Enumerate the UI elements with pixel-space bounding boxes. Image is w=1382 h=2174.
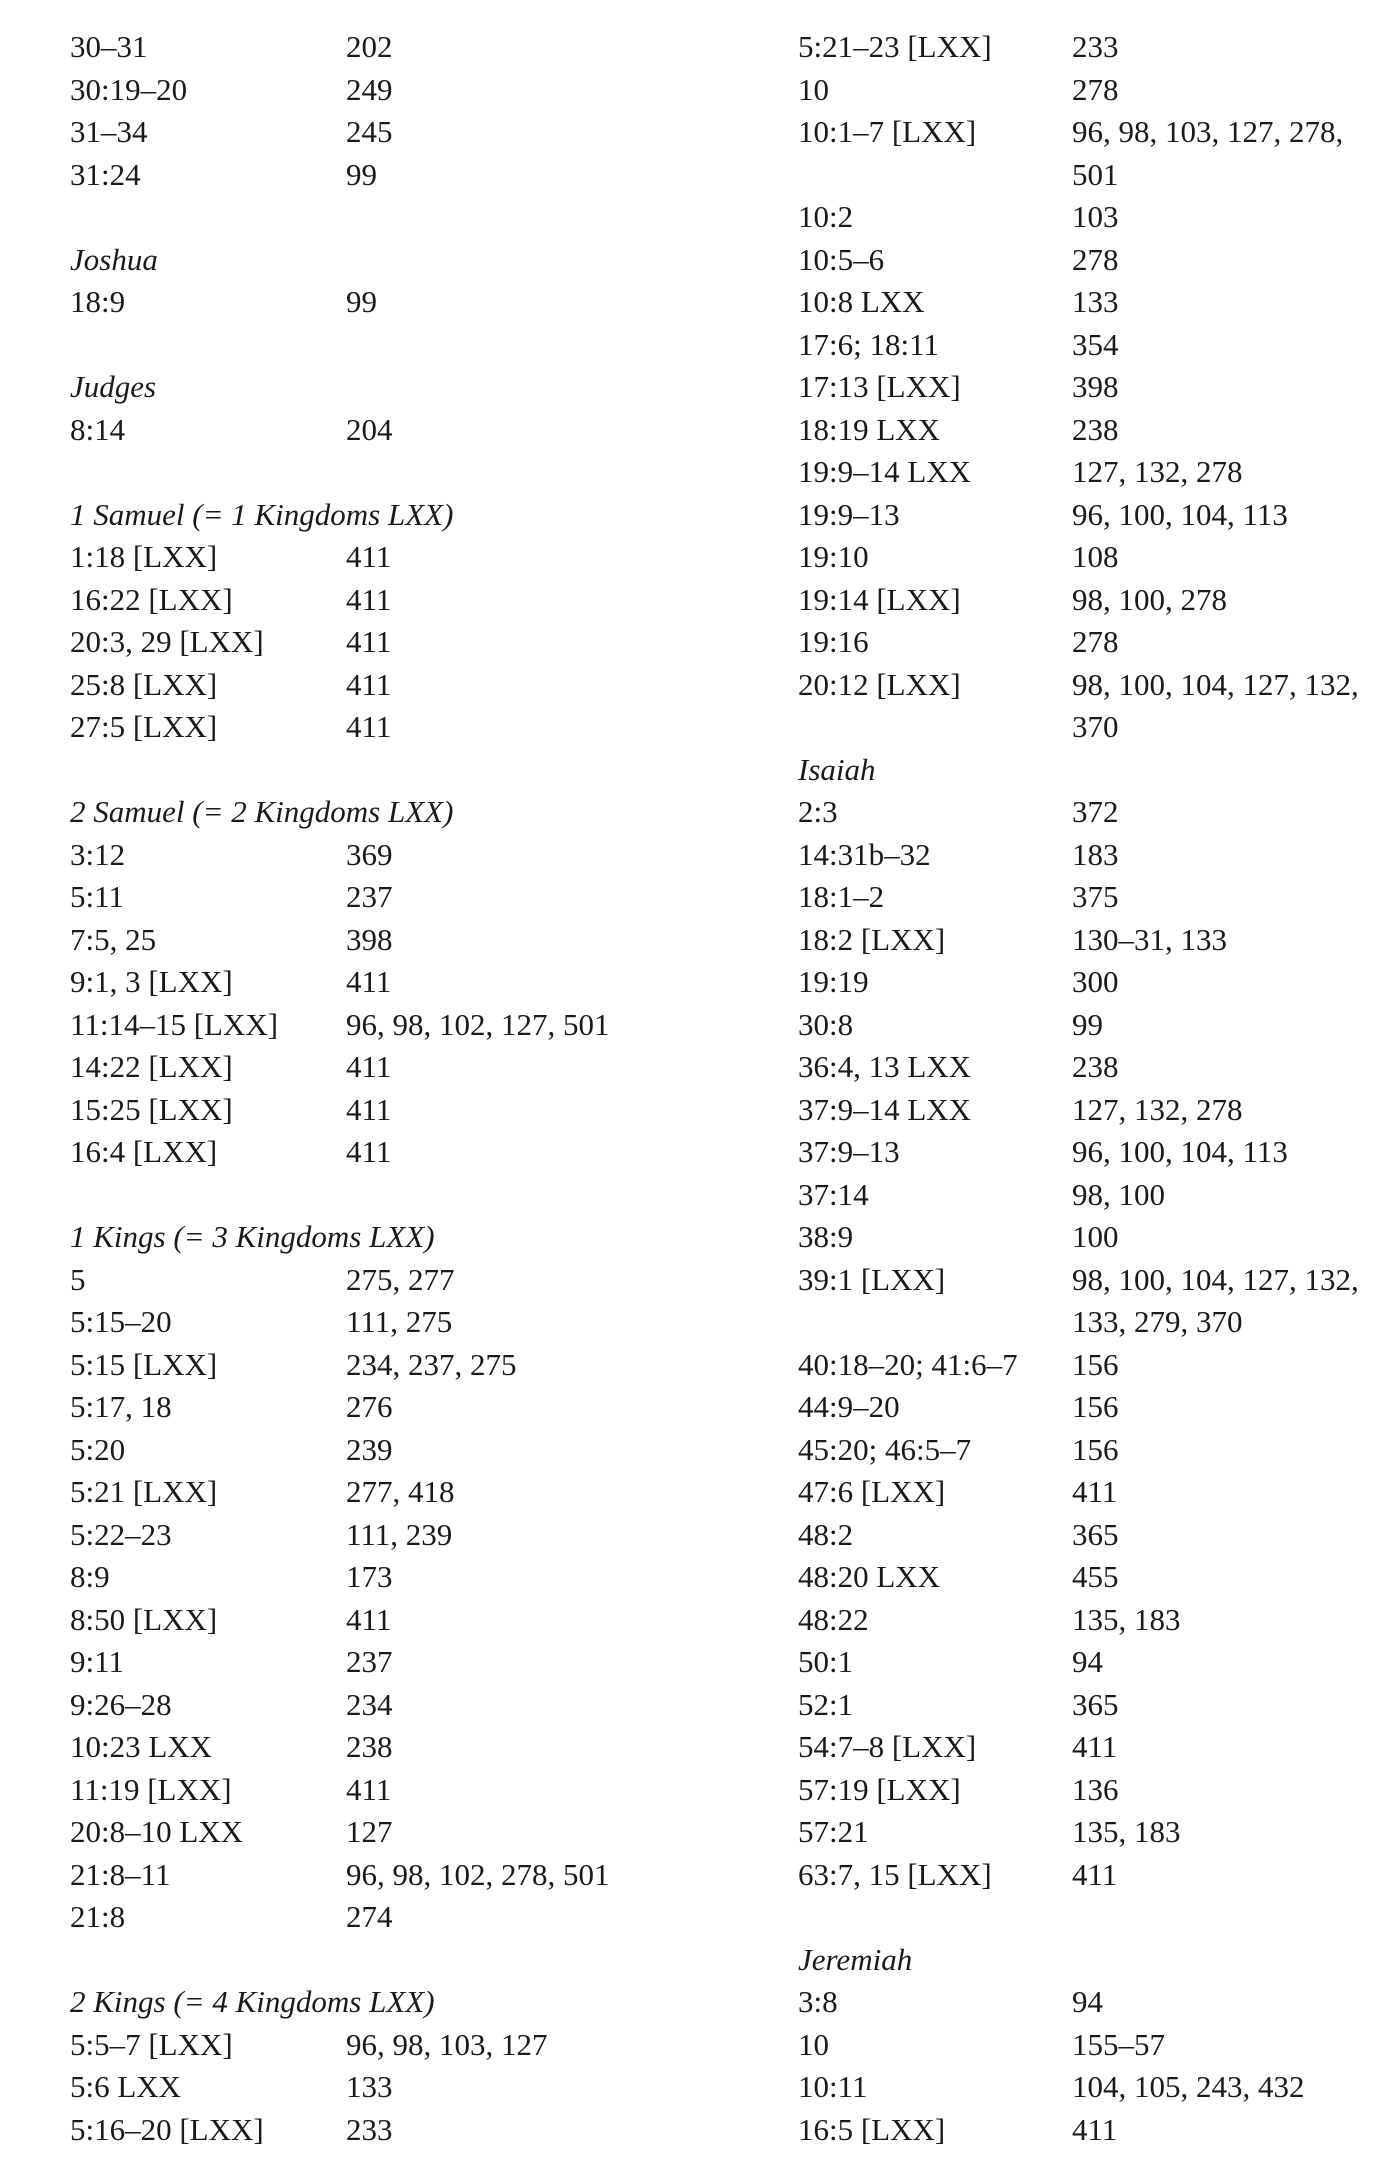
page-numbers: 278 [1072, 241, 1119, 277]
scripture-reference: 44:9–20 [798, 1389, 900, 1424]
page-numbers: 94 [1072, 1644, 1103, 1679]
index-entry [798, 621, 1382, 664]
index-entry [798, 1046, 1382, 1089]
index-entry [798, 1089, 1382, 1132]
index-entry [70, 69, 750, 112]
page-numbers: 365 [1072, 1686, 1119, 1722]
index-entry [70, 876, 750, 919]
page-numbers: 238 [1072, 411, 1119, 447]
page-numbers: 98, 100, 278 [1072, 581, 1227, 617]
index-entry [70, 1896, 750, 1939]
scripture-reference: 5:15–20 [70, 1304, 172, 1339]
index-entry [70, 1471, 750, 1514]
scripture-reference: 30–31 [70, 29, 148, 64]
section-heading-1-samuel-1-kingdoms-lxx: 1 Samuel (= 1 Kingdoms LXX) [70, 496, 454, 532]
index-entry [70, 919, 750, 962]
section-heading-1-kings-3-kingdoms-lxx: 1 Kings (= 3 Kingdoms LXX) [70, 1219, 435, 1254]
scripture-reference: 16:4 [LXX] [70, 1134, 218, 1169]
scripture-reference: 17:6; 18:11 [798, 326, 939, 362]
section-spacer [798, 1896, 1382, 1939]
page-numbers: 133 [346, 2069, 393, 2104]
scripture-reference: 10:23 LXX [70, 1729, 213, 1764]
page-numbers: 104, 105, 243, 432 [1072, 2069, 1305, 2104]
index-entry [798, 706, 1382, 749]
index-entry [798, 961, 1382, 1004]
index-entry [70, 1046, 750, 1089]
scripture-reference: 39:1 [LXX] [798, 1261, 946, 1297]
scripture-reference: 20:12 [LXX] [798, 666, 961, 702]
section-heading-isaiah: Isaiah [798, 751, 876, 787]
page-numbers: 202 [346, 29, 393, 64]
page-numbers: 365 [1072, 1516, 1119, 1552]
index-entry [798, 834, 1382, 877]
index-entry [798, 281, 1382, 324]
index-entry [798, 366, 1382, 409]
scripture-reference: 18:19 LXX [798, 411, 941, 447]
scripture-reference: 10:1–7 [LXX] [798, 114, 977, 149]
page-numbers: 96, 98, 102, 278, 501 [346, 1856, 610, 1892]
index-entry [798, 239, 1382, 282]
page-numbers: 96, 98, 103, 127 [346, 2026, 548, 2062]
index-entry [70, 1684, 750, 1727]
scripture-reference: 17:13 [LXX] [798, 369, 961, 404]
scripture-reference: 3:8 [798, 1984, 838, 2019]
page-numbers: 96, 100, 104, 113 [1072, 1134, 1288, 1169]
scripture-reference: 5:11 [70, 879, 124, 914]
page-numbers: 411 [346, 1771, 392, 1807]
page-numbers: 237 [346, 1644, 393, 1679]
page-numbers: 155–57 [1072, 2026, 1165, 2062]
scripture-reference: 57:21 [798, 1814, 869, 1849]
scripture-reference: 8:14 [70, 411, 126, 447]
index-entry [798, 1556, 1382, 1599]
page-numbers: 278 [1072, 624, 1119, 659]
page-numbers: 234, 237, 275 [346, 1346, 517, 1382]
scripture-reference: 5:6 LXX [70, 2069, 182, 2104]
scripture-reference: 10 [798, 2026, 829, 2062]
index-entry [70, 706, 750, 749]
page-numbers: 127, 132, 278 [1072, 454, 1243, 489]
index-entry [70, 1004, 750, 1047]
index-entry [798, 1641, 1382, 1684]
scripture-reference: 40:18–20; 41:6–7 [798, 1346, 1018, 1382]
scripture-reference: 14:31b–32 [798, 836, 931, 872]
index-entry [798, 1726, 1382, 1769]
page-numbers: 99 [346, 284, 377, 319]
page-numbers: 204 [346, 411, 393, 447]
page-numbers: 156 [1072, 1389, 1119, 1424]
page-numbers: 94 [1072, 1984, 1103, 2019]
index-entry [70, 1259, 750, 1302]
index-entry [70, 111, 750, 154]
scripture-reference: 5:16–20 [LXX] [70, 2111, 264, 2147]
page-numbers: 411 [346, 581, 392, 617]
scripture-reference: 16:22 [LXX] [70, 581, 233, 617]
page-numbers: 127, 132, 278 [1072, 1091, 1243, 1127]
section-heading-2-samuel-2-kingdoms-lxx: 2 Samuel (= 2 Kingdoms LXX) [70, 794, 454, 829]
index-entry [798, 1471, 1382, 1514]
page-numbers: 99 [1072, 1006, 1103, 1042]
index-entry [70, 1769, 750, 1812]
scripture-reference: 19:9–14 LXX [798, 454, 972, 489]
page-numbers: 274 [346, 1899, 393, 1934]
index-entry [798, 1386, 1382, 1429]
section-heading-joshua: Joshua [70, 241, 158, 277]
page-numbers: 233 [346, 2111, 393, 2147]
page-numbers: 411 [346, 539, 392, 574]
index-entry [798, 1599, 1382, 1642]
index-entry [798, 1131, 1382, 1174]
page-numbers: 111, 275 [346, 1304, 453, 1339]
index-entry [798, 579, 1382, 622]
page-numbers: 96, 98, 102, 127, 501 [346, 1006, 610, 1042]
section-spacer [70, 451, 750, 494]
index-entry [798, 1216, 1382, 1259]
scripture-reference: 5:20 [70, 1431, 126, 1467]
page-numbers: 372 [1072, 794, 1119, 829]
index-entry [70, 1556, 750, 1599]
index-entry [70, 579, 750, 622]
page-numbers: 233 [1072, 29, 1119, 64]
page-numbers: 136 [1072, 1771, 1119, 1807]
page-numbers: 96, 98, 103, 127, 278, [1072, 114, 1344, 149]
section-heading-jeremiah: Jeremiah [798, 1941, 913, 1977]
page-numbers: 411 [1072, 2111, 1118, 2147]
page-numbers: 111, 239 [346, 1516, 453, 1552]
index-entry [798, 1684, 1382, 1727]
page-numbers: 245 [346, 114, 393, 149]
page-numbers: 156 [1072, 1346, 1119, 1382]
scripture-reference: 14:22 [LXX] [70, 1049, 233, 1084]
scripture-reference: 5:22–23 [70, 1516, 172, 1552]
index-entry [70, 1514, 750, 1557]
scripture-reference: 11:19 [LXX] [70, 1771, 232, 1807]
index-entry [70, 154, 750, 197]
index-entry [798, 536, 1382, 579]
section-spacer [70, 749, 750, 792]
scripture-reference: 18:1–2 [798, 879, 885, 914]
page-numbers: 173 [346, 1559, 393, 1594]
page-numbers: 398 [1072, 369, 1119, 404]
index-entry [70, 2066, 750, 2109]
scripture-reference: 30:19–20 [70, 71, 188, 107]
scripture-reference: 1:18 [LXX] [70, 539, 218, 574]
scripture-reference: 5:21 [LXX] [70, 1474, 218, 1509]
scripture-reference: 36:4, 13 LXX [798, 1049, 972, 1084]
scripture-reference: 8:50 [LXX] [70, 1601, 218, 1637]
index-entry [70, 409, 750, 452]
scripture-reference: 45:20; 46:5–7 [798, 1431, 972, 1467]
page-numbers: 96, 100, 104, 113 [1072, 496, 1288, 532]
scripture-reference: 48:2 [798, 1516, 854, 1552]
index-entry [798, 1514, 1382, 1557]
index-entry [70, 1599, 750, 1642]
section-heading-2-kings-4-kingdoms-lxx: 2 Kings (= 4 Kingdoms LXX) [70, 1984, 435, 2019]
scripture-reference: 31:24 [70, 156, 141, 192]
index-entry [798, 154, 1382, 197]
page-numbers: 130–31, 133 [1072, 921, 1227, 957]
scripture-reference: 19:10 [798, 539, 869, 574]
index-entry [70, 1811, 750, 1854]
scripture-reference: 48:22 [798, 1601, 869, 1637]
index-entry [70, 621, 750, 664]
scripture-reference: 50:1 [798, 1644, 854, 1679]
scripture-reference: 19:16 [798, 624, 869, 659]
page-numbers: 277, 418 [346, 1474, 455, 1509]
scripture-reference: 9:26–28 [70, 1686, 172, 1722]
scripture-reference: 25:8 [LXX] [70, 666, 218, 702]
scripture-reference: 19:9–13 [798, 496, 900, 532]
page-numbers: 369 [346, 836, 393, 872]
index-entry [798, 1259, 1382, 1302]
index-entry [798, 409, 1382, 452]
page-numbers: 100 [1072, 1219, 1119, 1254]
scripture-reference: 47:6 [LXX] [798, 1474, 946, 1509]
page-numbers: 411 [346, 1134, 392, 1169]
page-numbers: 398 [346, 921, 393, 957]
index-entry [70, 834, 750, 877]
index-entry [798, 1429, 1382, 1472]
page-numbers: 238 [346, 1729, 393, 1764]
page-numbers: 300 [1072, 964, 1119, 999]
scripture-reference: 16:5 [LXX] [798, 2111, 946, 2147]
scripture-reference: 27:5 [LXX] [70, 709, 218, 744]
scripture-reference: 48:20 LXX [798, 1559, 941, 1594]
index-entry [798, 664, 1382, 707]
page-numbers: 237 [346, 879, 393, 914]
section-spacer [70, 1174, 750, 1217]
scripture-reference: 15:25 [LXX] [70, 1091, 233, 1127]
index-entry [70, 281, 750, 324]
page-numbers: 455 [1072, 1559, 1119, 1594]
page-numbers: 411 [346, 1601, 392, 1637]
scripture-reference: 57:19 [LXX] [798, 1771, 961, 1807]
page-numbers: 411 [346, 624, 392, 659]
page-numbers: 98, 100, 104, 127, 132, [1072, 666, 1359, 702]
index-entry [70, 1089, 750, 1132]
index-entry [70, 1301, 750, 1344]
scripture-reference: 54:7–8 [LXX] [798, 1729, 977, 1764]
page-numbers: 239 [346, 1431, 393, 1467]
page-numbers: 98, 100 [1072, 1176, 1165, 1212]
index-entry [798, 451, 1382, 494]
index-entry [70, 1131, 750, 1174]
scripture-reference: 3:12 [70, 836, 126, 872]
page-numbers: 275, 277 [346, 1261, 455, 1297]
index-entry [70, 961, 750, 1004]
page-numbers: 108 [1072, 539, 1119, 574]
page-numbers: 411 [1072, 1474, 1118, 1509]
page-numbers: 278 [1072, 71, 1119, 107]
page-numbers: 276 [346, 1389, 393, 1424]
index-entry [798, 1854, 1382, 1897]
index-entry [798, 919, 1382, 962]
scripture-reference: 19:14 [LXX] [798, 581, 961, 617]
page-numbers: 133, 279, 370 [1072, 1304, 1243, 1339]
index-entry [798, 494, 1382, 537]
index-entry [70, 1386, 750, 1429]
index-column-right [798, 26, 1382, 2151]
page-numbers: 133 [1072, 284, 1119, 319]
scripture-reference: 38:9 [798, 1219, 854, 1254]
scripture-reference: 5 [70, 1261, 86, 1297]
index-entry [70, 1641, 750, 1684]
index-entry [798, 196, 1382, 239]
page-numbers: 234 [346, 1686, 393, 1722]
page-numbers: 354 [1072, 326, 1119, 362]
scripture-reference: 10:5–6 [798, 241, 885, 277]
scripture-reference: 63:7, 15 [LXX] [798, 1856, 992, 1892]
index-entry [70, 664, 750, 707]
index-entry [798, 1344, 1382, 1387]
page-numbers: 411 [346, 964, 392, 999]
scripture-reference: 20:8–10 LXX [70, 1814, 244, 1849]
scripture-reference: 9:1, 3 [LXX] [70, 964, 233, 999]
section-heading-judges: Judges [70, 369, 157, 404]
index-entry [70, 1344, 750, 1387]
scripture-reference: 5:15 [LXX] [70, 1346, 218, 1382]
scripture-reference: 18:9 [70, 284, 126, 319]
index-entry [798, 2024, 1382, 2067]
scripture-reference: 10 [798, 71, 829, 107]
page-numbers: 103 [1072, 199, 1119, 234]
index-entry [70, 1429, 750, 1472]
page-numbers: 156 [1072, 1431, 1119, 1467]
page-numbers: 411 [1072, 1856, 1118, 1892]
scripture-reference: 5:17, 18 [70, 1389, 172, 1424]
scripture-reference: 37:9–13 [798, 1134, 900, 1169]
scripture-reference: 11:14–15 [LXX] [70, 1006, 279, 1042]
scripture-reference: 10:8 LXX [798, 284, 925, 319]
page-numbers: 183 [1072, 836, 1119, 872]
index-entry [70, 1854, 750, 1897]
scripture-reference: 8:9 [70, 1559, 110, 1594]
page-numbers: 127 [346, 1814, 393, 1849]
page-numbers: 411 [346, 1049, 392, 1084]
page-numbers: 135, 183 [1072, 1601, 1181, 1637]
scripture-reference: 21:8 [70, 1899, 126, 1934]
page-numbers: 238 [1072, 1049, 1119, 1084]
index-entry [70, 536, 750, 579]
index-entry [798, 69, 1382, 112]
scripture-reference: 19:19 [798, 964, 869, 999]
index-entry [70, 26, 750, 69]
scripture-reference: 52:1 [798, 1686, 854, 1722]
index-entry [798, 1981, 1382, 2024]
page-numbers: 501 [1072, 156, 1119, 192]
index-entry [798, 791, 1382, 834]
scripture-reference: 10:2 [798, 199, 854, 234]
page-numbers: 135, 183 [1072, 1814, 1181, 1849]
page-numbers: 375 [1072, 879, 1119, 914]
scripture-reference: 18:2 [LXX] [798, 921, 946, 957]
page-numbers: 98, 100, 104, 127, 132, [1072, 1261, 1359, 1297]
index-entry [798, 1811, 1382, 1854]
index-entry [798, 2109, 1382, 2152]
scripture-reference: 7:5, 25 [70, 921, 157, 957]
scripture-reference: 20:3, 29 [LXX] [70, 624, 264, 659]
index-entry [798, 324, 1382, 367]
scripture-reference: 10:11 [798, 2069, 868, 2104]
scripture-reference: 37:14 [798, 1176, 869, 1212]
page-numbers: 249 [346, 71, 393, 107]
index-entry [798, 1004, 1382, 1047]
index-entry [798, 876, 1382, 919]
index-entry [798, 1174, 1382, 1217]
page-numbers: 411 [346, 666, 392, 702]
scripture-reference: 2:3 [798, 794, 838, 829]
section-spacer [70, 1939, 750, 1982]
scripture-reference: 9:11 [70, 1644, 124, 1679]
page-numbers: 411 [346, 709, 392, 744]
index-entry [798, 1769, 1382, 1812]
index-entry [798, 111, 1382, 154]
index-entry [70, 2024, 750, 2067]
index-entry [70, 2109, 750, 2152]
page-numbers: 411 [1072, 1729, 1118, 1764]
index-column-left [70, 26, 750, 2151]
scripture-reference: 31–34 [70, 114, 148, 149]
index-entry [70, 1726, 750, 1769]
scripture-reference: 37:9–14 LXX [798, 1091, 972, 1127]
index-entry [798, 26, 1382, 69]
page-numbers: 99 [346, 156, 377, 192]
page-numbers: 370 [1072, 709, 1119, 744]
page-numbers: 411 [346, 1091, 392, 1127]
scripture-reference: 5:21–23 [LXX] [798, 29, 992, 64]
index-entry [798, 2066, 1382, 2109]
scripture-reference: 21:8–11 [70, 1856, 171, 1892]
section-spacer [70, 196, 750, 239]
index-entry [798, 1301, 1382, 1344]
section-spacer [70, 324, 750, 367]
scripture-reference: 5:5–7 [LXX] [70, 2026, 233, 2062]
scripture-reference: 30:8 [798, 1006, 854, 1042]
